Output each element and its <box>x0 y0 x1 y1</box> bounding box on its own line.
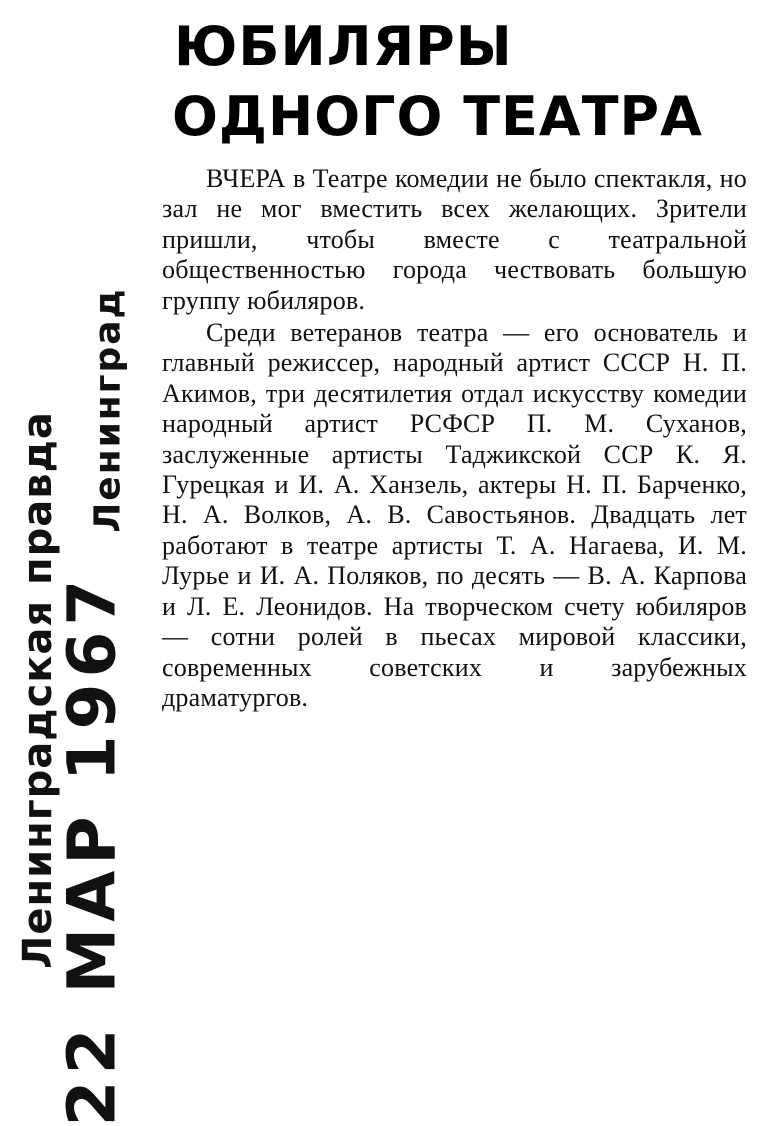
stamp-newspaper-name: Ленинградская правда <box>15 411 61 969</box>
headline-line-1: ЮБИЛЯРЫ <box>174 15 513 78</box>
article-body <box>162 164 747 713</box>
newspaper-article <box>162 12 747 713</box>
article-paragraph-2: Среди ветеранов театра — его основатель и главный режиссер, народный артист СССР Н. П. Акимов, три десятилетия отдал искусству комедии народный артист РСФСР П. М. Суханов, заслуженные артисты Таджикской ССР К. Я. Гурецкая и И. А. Ханзель, актеры Н. П. Барченко, Н. А. Волков, А. В. Савостьянов. Двадцать лет работают в театре артисты Т. А. Нагаева, И. М. Лурье и И. А. Поляков, по десять — В. А. Карпова и Л. Е. Леонидов. На творческом счету юбиляров — сотни ролей в пьесах мировой классики, современных советских и зарубежных драматургов. <box>162 318 747 712</box>
headline-line-2: ОДНОГО ТЕАТРА <box>172 85 703 148</box>
stamp-city: Ленинград <box>87 287 129 533</box>
archive-stamp <box>0 0 160 1126</box>
article-paragraph-1: ВЧЕРА в Театре комедии не было спектакля, но зал не мог вместить всех желающих. Зрители пришли, чтобы вместе с театральной общественностью города чествовать большую группу юбиляров. <box>162 164 747 315</box>
article-headline <box>162 12 747 152</box>
stamp-date: 22 МАР 1967 <box>53 573 131 1126</box>
